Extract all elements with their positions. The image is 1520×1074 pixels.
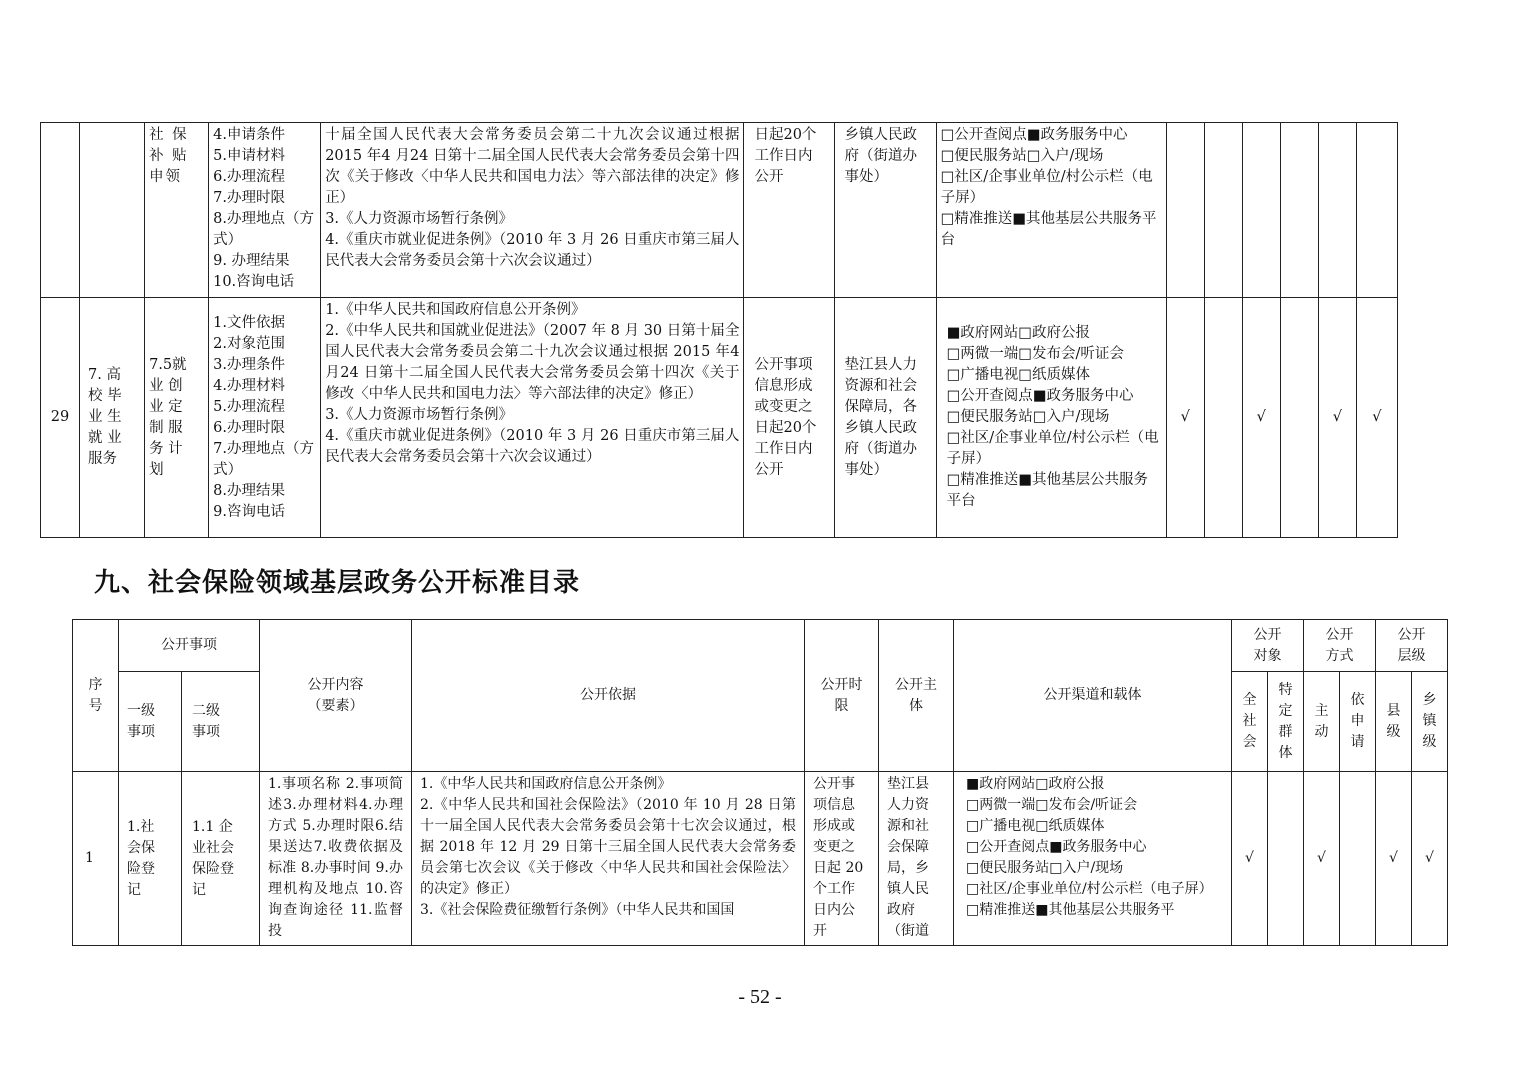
channel-line: □公开查阅点■政务服务中心: [940, 127, 1128, 143]
element: 2.对象范围: [213, 335, 285, 352]
basis-line: 2.《中华人民共和国就业促进法》（2007 年 8 月 30 日第十届全国人民代表大会常务委员会第二十九次会议通过根据 2015 年4 月24 日第十二届全国人民代表大会常务委员会第十四次《关于修改〈中华人民共和国电力法〉等六部法律的决定》修正）: [325, 323, 740, 402]
check-mark: [1268, 772, 1304, 946]
element: 9.咨询电话: [213, 503, 285, 520]
disclosure-time: 日起20个工作日内公开: [744, 123, 834, 298]
content-elements: [209, 298, 321, 538]
channel-line: □两微一端□发布会/听证会: [966, 797, 1138, 813]
channel-line: □两微一端□发布会/听证会: [946, 346, 1124, 362]
row-number: 29: [41, 298, 80, 538]
basis-line: 4.《重庆市就业促进条例》（2010 年 3 月 26 日重庆市第三届人民代表大会常务委员会第十六次会议通过）: [325, 428, 740, 465]
channel-line: □社区/企事业单位/村公示栏（电子屏）: [940, 169, 1153, 206]
header-level: 公开 层级: [1376, 620, 1448, 672]
channel-line: □便民服务站□入户/现场: [940, 148, 1104, 164]
check-mark: √: [1166, 298, 1204, 538]
header-method: 公开 方式: [1304, 620, 1376, 672]
header-item: 公开事项: [119, 620, 260, 672]
level1-item: [80, 123, 145, 298]
check-mark: √: [1232, 772, 1268, 946]
header-basis: 公开依据: [412, 620, 805, 772]
element: 4.申请条件: [213, 127, 285, 143]
level2-item: 1.1 企 业社会 保险登 记: [182, 772, 260, 946]
content-elements: [209, 123, 321, 298]
disclosure-time: 公开事项信息形成或变更之日起20个工作日内公开: [744, 298, 834, 538]
element: 5.办理流程: [213, 398, 285, 415]
section-heading: 九、社会保险领域基层政务公开标准目录: [94, 568, 581, 598]
check-mark: √: [1412, 772, 1448, 946]
basis-line: 3.《人力资源市场暂行条例》: [325, 211, 514, 227]
row-number: [41, 123, 80, 298]
content-elements: 1.事项名称 2.事项简述3.办理材料4.办理方式 5.办理时限6.结果送达7.收费依据及标准 8.办事时间 9.办理机构及地点 10.咨询查询途径 11.监督投: [260, 772, 412, 946]
basis: [412, 772, 805, 946]
check-mark: [1340, 772, 1376, 946]
element: 8.办理结果: [213, 482, 285, 499]
header-all-society: 全 社 会: [1232, 672, 1268, 772]
disclosure-subject: 垫江县 人力资 源和社 会保障 局，乡 镇人民 政府 （街道: [879, 772, 954, 946]
element: 3.办理条件: [213, 356, 285, 373]
level2-item: 7.5就 业 创 业 定 制 服 务 计 划: [145, 298, 209, 538]
element: 5.申请材料: [213, 148, 285, 164]
check-mark: √: [1242, 298, 1280, 538]
basis-line: 3.《社会保险费征缴暂行条例》（中华人民共和国国: [420, 902, 735, 918]
channel-line: □便民服务站□入户/现场: [966, 860, 1124, 876]
basis-line: 1.《中华人民共和国政府信息公开条例》: [325, 302, 586, 318]
check-mark: √: [1376, 772, 1412, 946]
table-row: [41, 298, 1398, 538]
lower-table: [72, 619, 1448, 946]
header-on-request: 依 申 请: [1340, 672, 1376, 772]
check-mark: √: [1304, 772, 1340, 946]
channel-line: □精准推送■其他基层公共服务平台: [940, 211, 1157, 248]
channel-line: □社区/企事业单位/村公示栏（电子屏）: [966, 881, 1213, 897]
channel-line: □公开查阅点■政务服务中心: [946, 388, 1134, 404]
channel-line: ■政府网站□政府公报: [946, 325, 1091, 341]
header-row: [73, 620, 1448, 672]
basis-line: 3.《人力资源市场暂行条例》: [325, 407, 514, 423]
level1-item: 7. 高 校 毕 业 生 就 业 服务: [80, 298, 145, 538]
header-active: 主 动: [1304, 672, 1340, 772]
header-channel: 公开渠道和载体: [954, 620, 1232, 772]
channel-line: □社区/企事业单位/村公示栏（电子屏）: [946, 430, 1159, 467]
disclosure-subject: 垫江县人力资源和社会保障局，各乡镇人民政府（街道办事处）: [834, 298, 936, 538]
header-county: 县 级: [1376, 672, 1412, 772]
channel-line: □广播电视□纸质媒体: [966, 818, 1105, 834]
disclosure-time: 公开事 项信息 形成或 变更之 日起 20 个工作 日内公 开: [805, 772, 879, 946]
element: 4.办理材料: [213, 377, 285, 394]
basis-line: 十届全国人民代表大会常务委员会第二十九次会议通过根据 2015 年4 月24 日第十二届全国人民代表大会常务委员会第十四次《关于修改〈中华人民共和国电力法〉等六部法律的决定》修正）: [325, 127, 740, 206]
header-level1: 一级 事项: [119, 672, 182, 772]
header-content: 公开内容 （要素）: [260, 620, 412, 772]
header-town: 乡 镇 级: [1412, 672, 1448, 772]
basis: [321, 298, 744, 538]
element: 6.办理流程: [213, 169, 285, 185]
row-number: 1: [73, 772, 119, 946]
header-time: 公开时 限: [805, 620, 879, 772]
header-no: 序 号: [73, 620, 119, 772]
element: 1.文件依据: [213, 314, 285, 331]
page-number: - 52 -: [738, 986, 782, 1008]
channels: [954, 772, 1232, 946]
basis-line: 2.《中华人民共和国社会保险法》（2010 年 10 月 28 日第十一届全国人民代表大会常务委员会第十七次会议通过，根据 2018 年 12 月 29 日第十三届全国人民代表大会常务委员会第七次会议《关于修改〈中华人民共和国社会保险法〉的决定》修正）: [420, 797, 796, 897]
channel-line: □公开查阅点■政务服务中心: [966, 839, 1147, 855]
level2-item: 社 保 补 贴 申领: [145, 123, 209, 298]
header-subject: 公开主 体: [879, 620, 954, 772]
element: 10.咨询电话: [213, 274, 295, 290]
header-level2: 二级 事项: [182, 672, 260, 772]
element: 7.办理地点（方式）: [213, 440, 314, 478]
basis-line: 1.《中华人民共和国政府信息公开条例》: [420, 776, 672, 792]
check-mark: √: [1318, 298, 1356, 538]
upper-table: [40, 122, 1398, 538]
level1-item: 1.社 会保 险登 记: [119, 772, 182, 946]
basis-line: 4.《重庆市就业促进条例》（2010 年 3 月 26 日重庆市第三届人民代表大会常务委员会第十六次会议通过）: [325, 232, 740, 269]
table-row: [41, 123, 1398, 298]
table-row: [73, 772, 1448, 946]
channels: [936, 298, 1166, 538]
channel-line: □精准推送■其他基层公共服务平: [966, 902, 1175, 918]
channel-line: □精准推送■其他基层公共服务平台: [946, 472, 1149, 509]
check-mark: [1280, 298, 1318, 538]
channels: [936, 123, 1166, 298]
element: 6.办理时限: [213, 419, 285, 436]
element: 7.办理时限: [213, 190, 285, 206]
check-mark: √: [1356, 298, 1397, 538]
element: 9. 办理结果: [213, 253, 290, 269]
disclosure-subject: 乡镇人民政府（街道办事处）: [834, 123, 936, 298]
check-mark: [1204, 298, 1242, 538]
element: 8.办理地点（方式）: [213, 211, 314, 248]
channel-line: □广播电视□纸质媒体: [946, 367, 1091, 383]
channel-line: □便民服务站□入户/现场: [946, 409, 1110, 425]
channel-line: ■政府网站□政府公报: [966, 776, 1105, 792]
header-specific-group: 特 定 群 体: [1268, 672, 1304, 772]
basis: [321, 123, 744, 298]
header-object: 公开 对象: [1232, 620, 1304, 672]
